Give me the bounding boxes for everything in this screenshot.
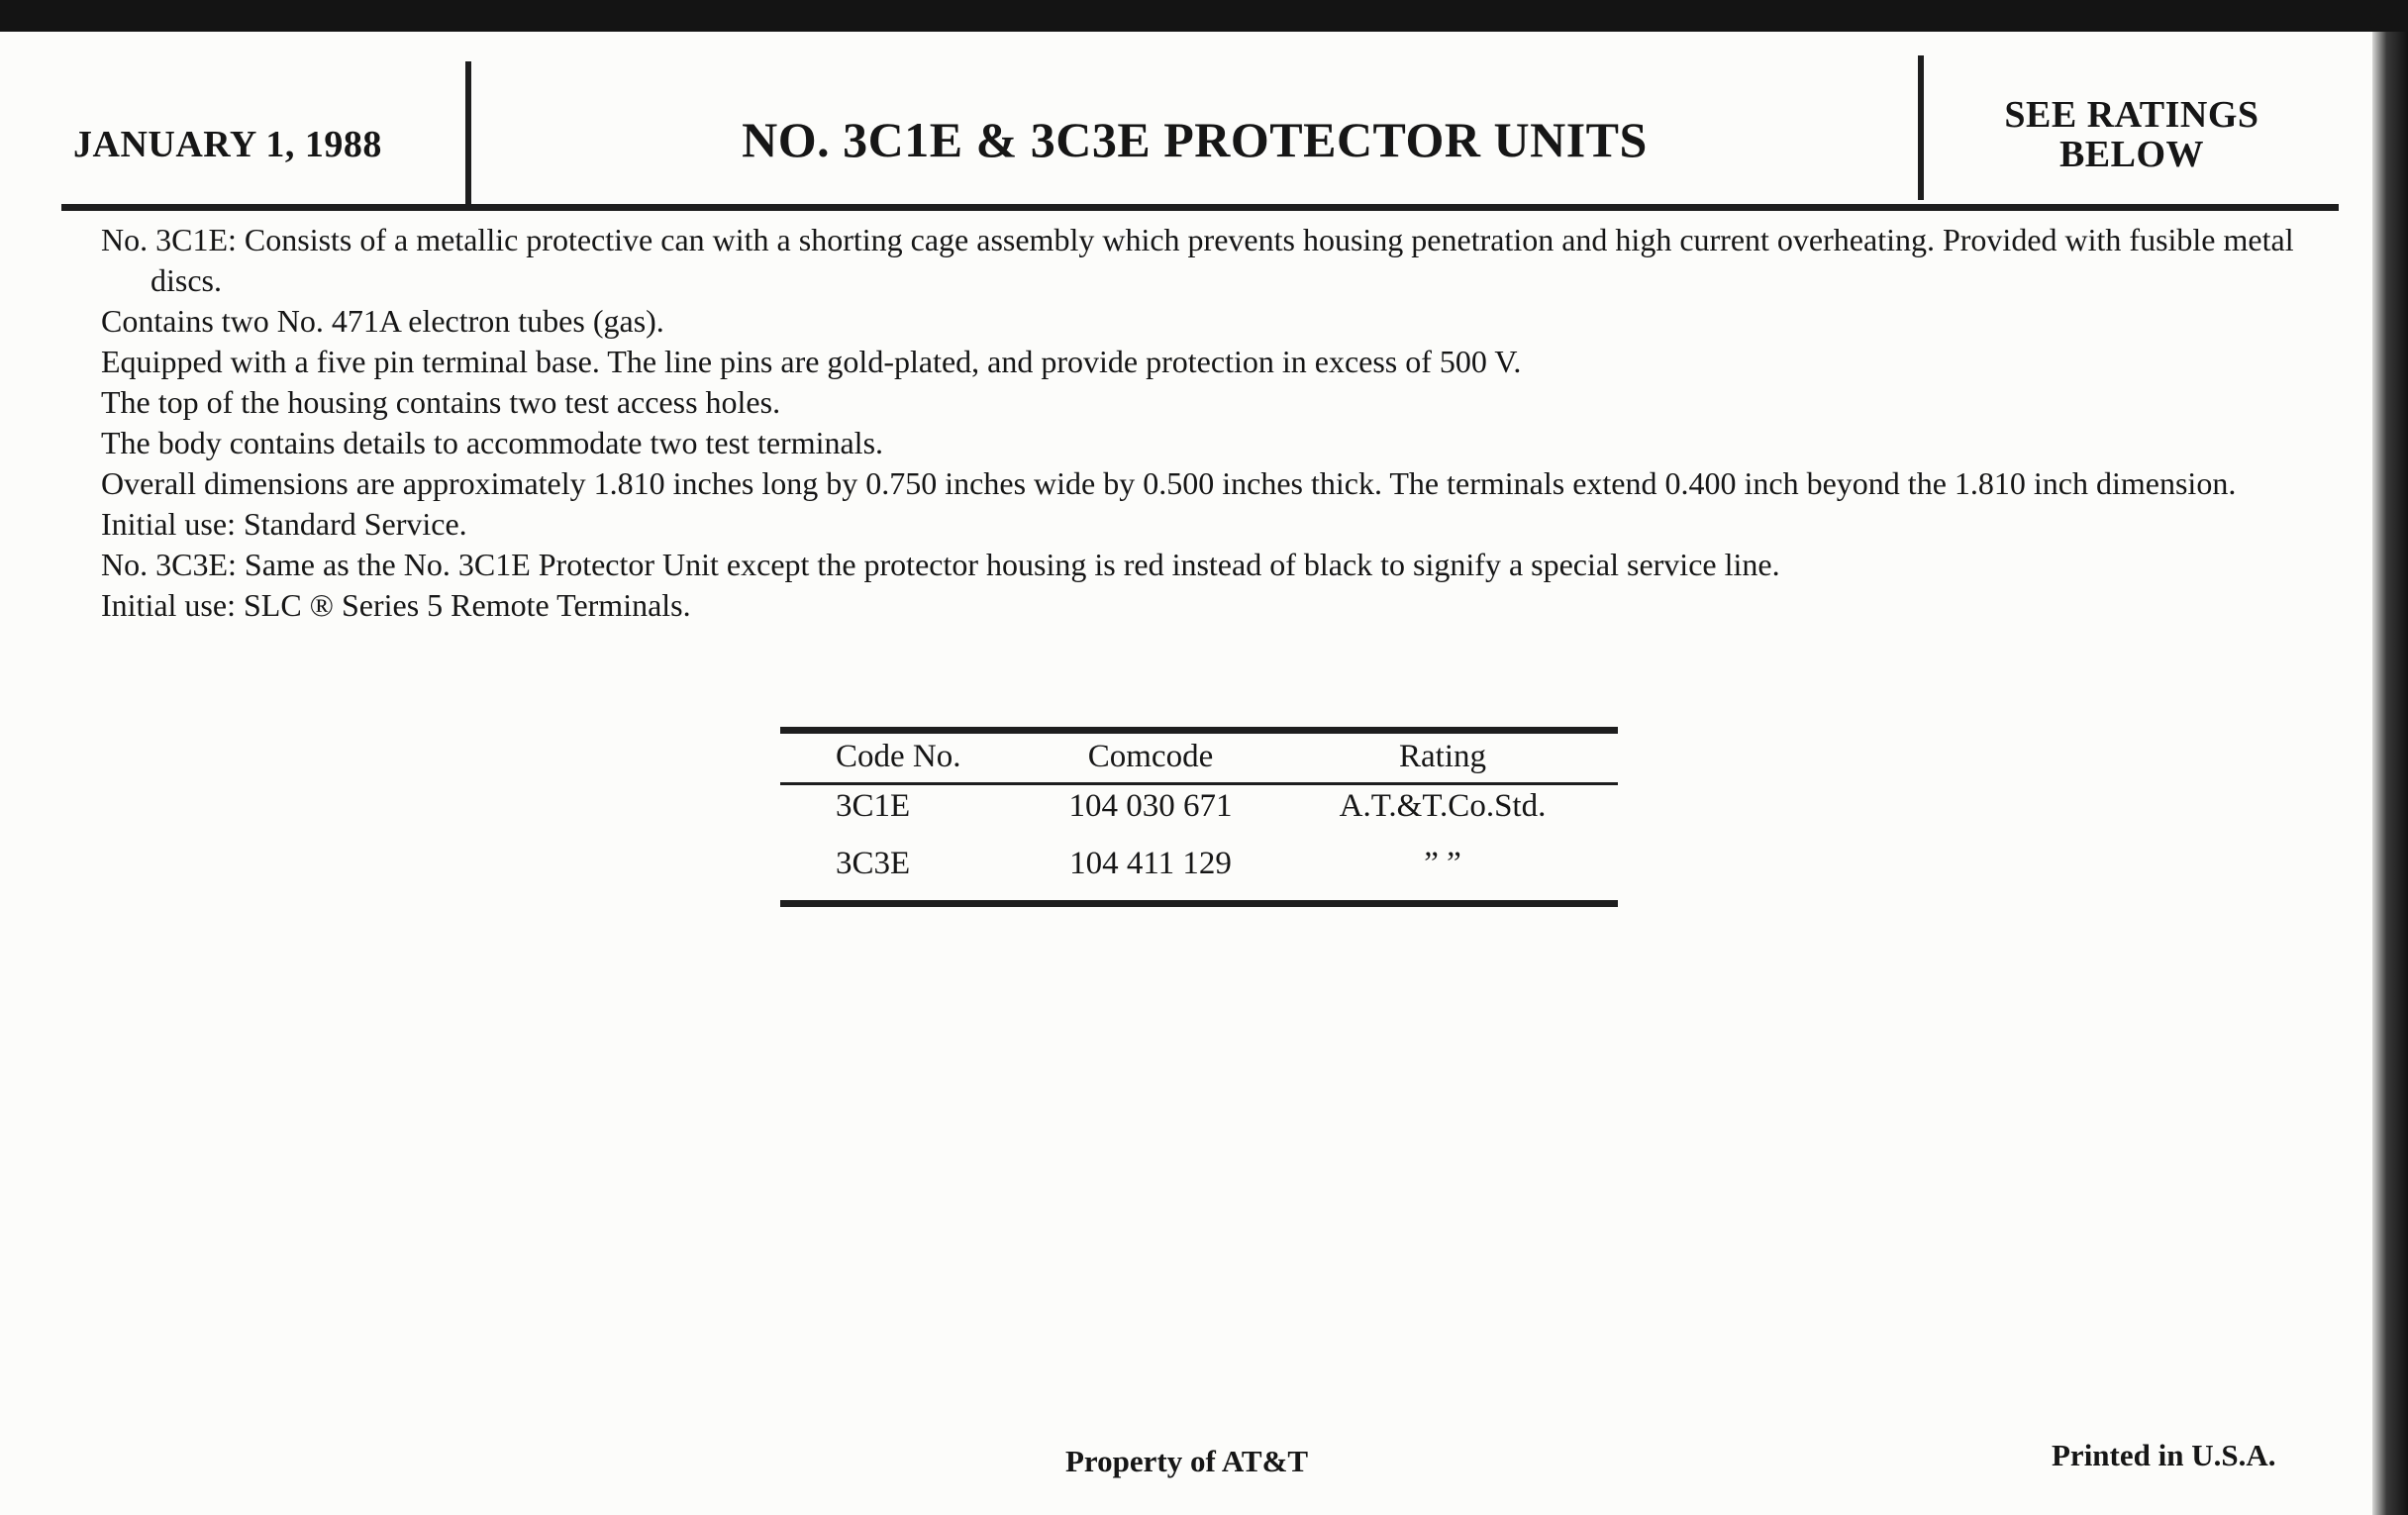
table-cell-comcode: 104 030 671: [1068, 788, 1233, 824]
header-rule: [61, 204, 2339, 211]
paragraph-dimensions: Overall dimensions are approximately 1.810 inches long by 0.750 inches wide by 0.500 inches thick. The terminals extend 0.400 inch beyond the 1.810 inch dimension.: [101, 465, 2237, 501]
rating-note-line-1: SEE RATINGS: [2004, 94, 2259, 136]
rating-note-line-2: BELOW: [2058, 134, 2205, 175]
table-header-rule: [780, 782, 1618, 785]
paragraph-terminal-base: Equipped with a five pin terminal base. The line pins are gold-plated, and provide protection in excess of 500 V.: [101, 344, 1522, 379]
paragraph-electron-tubes: Contains two No. 471A electron tubes (gas).: [101, 303, 664, 339]
footer-printed: Printed in U.S.A.: [2052, 1438, 2276, 1472]
paragraph-test-terminals: The body contains details to accommodate two test terminals.: [101, 425, 884, 460]
description-body: [101, 220, 2319, 626]
table-cell-rating: A.T.&T.Co.Std.: [1339, 788, 1547, 824]
table-cell-rating: ” ”: [1424, 846, 1461, 881]
paragraph-test-access-holes: The top of the housing contains two test access holes.: [101, 384, 781, 420]
paragraph-initial-use-standard: Initial use: Standard Service.: [101, 506, 467, 542]
header-rating-note: [1924, 95, 2340, 174]
card-edge-shadow: [2372, 32, 2408, 1515]
footer-property: Property of AT&T: [1065, 1444, 1309, 1478]
table-header-code-no: Code No.: [836, 739, 961, 774]
paragraph-3c1e-description: No. 3C1E: Consists of a metallic protective can with a shorting cage assembly which prevents housing penetration and high current overheating. Provided with fusible metal discs.: [101, 222, 2294, 298]
table-top-rule: [780, 727, 1618, 734]
table-cell-code: 3C1E: [836, 788, 911, 824]
header-date: JANUARY 1, 1988: [73, 124, 382, 165]
table-bottom-rule: [780, 900, 1618, 907]
table-header-rating: Rating: [1399, 739, 1486, 774]
table-cell-comcode: 104 411 129: [1069, 846, 1232, 881]
page-title: NO. 3C1E & 3C3E PROTECTOR UNITS: [742, 112, 1648, 167]
paragraph-initial-use-slc: Initial use: SLC ® Series 5 Remote Terminals.: [101, 587, 691, 623]
paragraph-3c3e-description: No. 3C3E: Same as the No. 3C1E Protector Unit except the protector housing is red instead of black to signify a special service line.: [101, 547, 1780, 582]
table-header-comcode: Comcode: [1087, 739, 1214, 774]
table-cell-code: 3C3E: [836, 846, 911, 881]
